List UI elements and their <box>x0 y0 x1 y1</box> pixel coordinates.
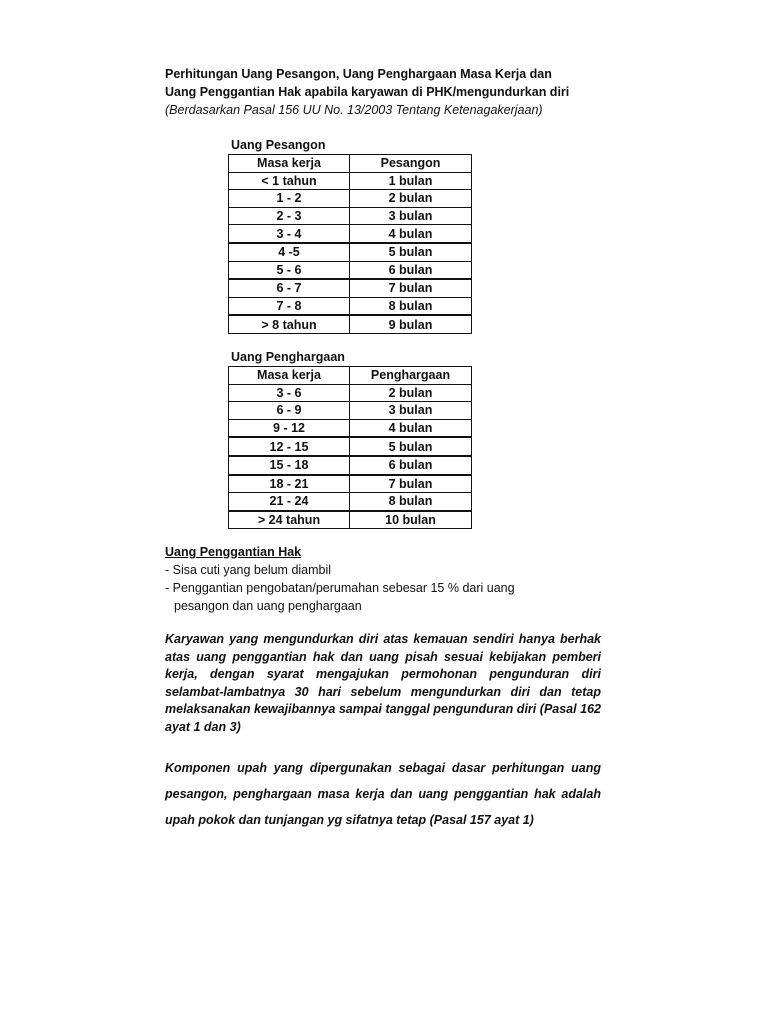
table-row <box>229 297 472 315</box>
table-row <box>229 493 472 511</box>
cell-pesangon: 8 bulan <box>350 297 472 315</box>
table-row <box>229 315 472 333</box>
cell-masa-kerja: 9 - 12 <box>229 419 350 437</box>
list-item: - Sisa cuti yang belum diambil <box>165 563 332 577</box>
cell-masa-kerja: 15 - 18 <box>229 456 350 475</box>
column-header-masa-kerja: Masa kerja <box>229 367 350 385</box>
table-row <box>229 279 472 297</box>
title-line-2: Uang Penggantian Hak apabila karyawan di PHK/mengundurkan diri <box>165 85 570 99</box>
cell-penghargaan: 5 bulan <box>350 437 472 456</box>
document-subtitle: (Berdasarkan Pasal 156 UU No. 13/2003 Tentang Ketenagakerjaan) <box>165 103 543 117</box>
cell-penghargaan: 2 bulan <box>350 384 472 402</box>
cell-masa-kerja: < 1 tahun <box>229 172 350 190</box>
cell-penghargaan: 6 bulan <box>350 456 472 475</box>
penghargaan-label: Uang Penghargaan <box>231 350 345 364</box>
cell-masa-kerja: 7 - 8 <box>229 297 350 315</box>
table-row <box>229 261 472 279</box>
cell-penghargaan: 7 bulan <box>350 475 472 493</box>
column-header-pesangon: Pesangon <box>350 155 472 173</box>
cell-masa-kerja: 3 - 6 <box>229 384 350 402</box>
table-row <box>229 243 472 261</box>
column-header-penghargaan: Penghargaan <box>350 367 472 385</box>
cell-masa-kerja: 18 - 21 <box>229 475 350 493</box>
cell-penghargaan: 4 bulan <box>350 419 472 437</box>
table-row <box>229 384 472 402</box>
wage-component-paragraph: Komponen upah yang dipergunakan sebagai dasar perhitungan uang pesangon, penghargaan masa kerja dan uang penggantian hak adalah upah pokok dan tunjangan yg sifatnya tetap (Pasal 157 ayat 1) <box>165 761 601 827</box>
cell-pesangon: 3 bulan <box>350 207 472 225</box>
cell-masa-kerja: 21 - 24 <box>229 493 350 511</box>
cell-pesangon: 4 bulan <box>350 225 472 243</box>
cell-masa-kerja: 6 - 7 <box>229 279 350 297</box>
table-row <box>229 225 472 243</box>
pesangon-label: Uang Pesangon <box>231 138 326 152</box>
pesangon-table <box>228 154 472 334</box>
table-row <box>229 172 472 190</box>
table-row <box>229 207 472 225</box>
table-row <box>229 419 472 437</box>
document-title <box>165 65 569 101</box>
table-row <box>229 456 472 475</box>
list-item: - Penggantian pengobatan/perumahan sebesar 15 % dari uang <box>165 581 515 595</box>
table-row <box>229 511 472 529</box>
table-row <box>229 475 472 493</box>
cell-penghargaan: 3 bulan <box>350 402 472 420</box>
title-line-1: Perhitungan Uang Pesangon, Uang Penghargaan Masa Kerja dan <box>165 67 552 81</box>
resignation-paragraph: Karyawan yang mengundurkan diri atas kemauan sendiri hanya berhak atas uang penggantian hak dan uang pisah sesuai kebijakan pemberi kerja, dengan syarat mengajukan permohonan pengunduran diri selambat-lambatnya 30 hari sebelum mengundurkan diri dan tetap melaksanakan kewajibannya sampai tanggal pengunduran diri (Pasal 162 ayat 1 dan 3) <box>165 632 601 734</box>
cell-pesangon: 2 bulan <box>350 190 472 208</box>
cell-pesangon: 7 bulan <box>350 279 472 297</box>
cell-masa-kerja: 6 - 9 <box>229 402 350 420</box>
cell-penghargaan: 8 bulan <box>350 493 472 511</box>
cell-masa-kerja: 3 - 4 <box>229 225 350 243</box>
table-header-row <box>229 367 472 385</box>
column-header-masa-kerja: Masa kerja <box>229 155 350 173</box>
penggantian-hak-list <box>165 561 515 615</box>
cell-masa-kerja: > 24 tahun <box>229 511 350 529</box>
cell-pesangon: 1 bulan <box>350 172 472 190</box>
table-row <box>229 402 472 420</box>
cell-masa-kerja: 5 - 6 <box>229 261 350 279</box>
penggantian-hak-heading: Uang Penggantian Hak <box>165 545 302 559</box>
cell-masa-kerja: 2 - 3 <box>229 207 350 225</box>
cell-masa-kerja: 4 -5 <box>229 243 350 261</box>
cell-masa-kerja: 12 - 15 <box>229 437 350 456</box>
penghargaan-table <box>228 366 472 529</box>
table-row <box>229 190 472 208</box>
cell-pesangon: 5 bulan <box>350 243 472 261</box>
cell-masa-kerja: > 8 tahun <box>229 315 350 333</box>
cell-pesangon: 9 bulan <box>350 315 472 333</box>
cell-masa-kerja: 1 - 2 <box>229 190 350 208</box>
table-row <box>229 437 472 456</box>
table-header-row <box>229 155 472 173</box>
cell-pesangon: 6 bulan <box>350 261 472 279</box>
list-item-continuation: pesangon dan uang penghargaan <box>174 599 362 613</box>
cell-penghargaan: 10 bulan <box>350 511 472 529</box>
